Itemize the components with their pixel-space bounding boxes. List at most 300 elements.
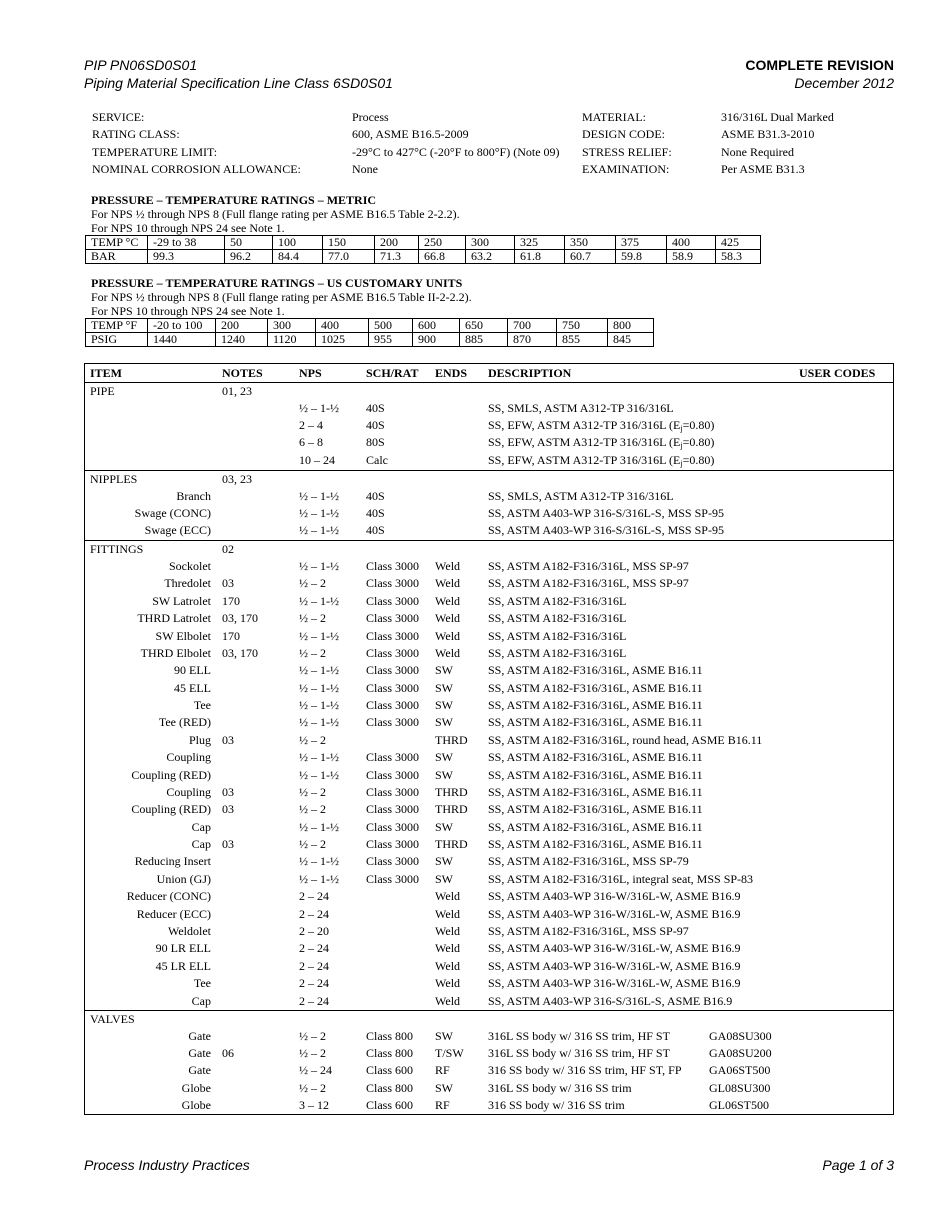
metric-pressure-cell: 61.8 (515, 250, 565, 264)
description-text: SS, EFW, ASTM A312-TP 316/316L (E (488, 435, 681, 449)
nps-cell: ½ – 1-½ (299, 401, 339, 415)
description-text: SS, EFW, ASTM A312-TP 316/316L (E (488, 418, 681, 432)
description-text: SS, EFW, ASTM A312-TP 316/316L (E (488, 453, 681, 467)
nps-cell: ½ – 1-½ (299, 628, 339, 643)
user-code-cell: GA08SU200 (709, 1046, 772, 1061)
metric-temp-cell: 400 (667, 236, 716, 250)
ends-cell: SW (435, 680, 453, 695)
ends-cell: THRD (435, 784, 468, 799)
description-cell: SS, ASTM A182-F316/316L (488, 611, 627, 626)
item-cell: SW Elbolet (155, 628, 211, 643)
user-code-cell: GA06ST500 (709, 1063, 771, 1078)
us-pressure-cell: 885 (460, 333, 508, 347)
description-cell: SS, ASTM A182-F316/316L, MSS SP-79 (488, 854, 689, 869)
description-cell: SS, ASTM A182-F316/316L (488, 645, 627, 660)
metric-pressure-cell: 60.7 (565, 250, 616, 264)
description-cell: SS, ASTM A403-WP 316-S/316L-S, MSS SP-95 (488, 523, 724, 537)
nps-cell: 2 – 24 (299, 889, 329, 904)
notes-cell: 03 (222, 732, 234, 747)
table-row (85, 1045, 893, 1062)
table-row (85, 488, 893, 505)
metric-temp-row (86, 236, 761, 250)
table-row (85, 610, 893, 627)
ends-cell: SW (435, 663, 453, 678)
metric-pressure-label: BAR (86, 250, 148, 264)
description-cell: SS, ASTM A182-F316/316L, ASME B16.11 (488, 715, 703, 730)
description-cell: SS, ASTM A182-F316/316L, ASME B16.11 (488, 698, 703, 713)
nps-cell: ½ – 1-½ (299, 559, 339, 573)
item-cell: Tee (193, 976, 211, 991)
us-temp-cell: 700 (508, 319, 557, 333)
item-cell: Reducer (CONC) (126, 889, 211, 904)
metric-temp-cell: 50 (225, 236, 273, 250)
sch-cell: Class 3000 (366, 837, 420, 852)
description-cell: 316L SS body w/ 316 SS trim, HF ST (488, 1046, 670, 1061)
sch-cell: 40S (366, 401, 385, 415)
item-cell: Coupling (RED) (131, 767, 211, 782)
item-cell: Cap (191, 993, 211, 1008)
temperature-limit-label: TEMPERATURE LIMIT: (92, 145, 218, 159)
nps-cell: ½ – 2 (299, 837, 326, 852)
stress-relief-label: STRESS RELIEF: (582, 145, 672, 159)
description-text: =0.80) (682, 418, 715, 432)
notes-cell: 03 (222, 784, 234, 799)
col-header-nps: NPS (299, 366, 322, 380)
notes-cell: 06 (222, 1046, 234, 1061)
sch-cell: 40S (366, 418, 385, 432)
item-cell: Branch (176, 489, 211, 503)
revision-label: COMPLETE REVISION (745, 57, 894, 73)
sch-cell: Class 3000 (366, 576, 420, 591)
item-cell: THRD Elbolet (140, 645, 211, 660)
metric-temp-cell: 100 (273, 236, 323, 250)
ends-cell: Weld (435, 976, 461, 991)
notes-cell: 03, 170 (222, 645, 258, 660)
description-cell: 316L SS body w/ 316 SS trim, HF ST (488, 1029, 670, 1043)
description-subscript: j (680, 424, 683, 433)
description-cell: SS, ASTM A403-WP 316-W/316L-W, ASME B16.9 (488, 906, 741, 921)
table-row (85, 575, 893, 592)
nps-cell: ½ – 2 (299, 611, 326, 626)
table-row (85, 819, 893, 836)
description-cell: SS, SMLS, ASTM A312-TP 316/316L (488, 401, 674, 415)
table-row (85, 714, 893, 731)
components-header-row (85, 365, 893, 382)
item-cell: Coupling (166, 750, 211, 765)
notes-cell: 170 (222, 593, 240, 608)
metric-note-2: For NPS 10 through NPS 24 see Note 1. (91, 221, 285, 235)
description-cell: SS, ASTM A182-F316/316L, MSS SP-97 (488, 576, 689, 591)
valves-group-row (85, 1011, 893, 1028)
nps-cell: 2 – 24 (299, 941, 329, 956)
ends-cell: Weld (435, 906, 461, 921)
sch-cell: Class 3000 (366, 698, 420, 713)
nps-cell: ½ – 2 (299, 802, 326, 817)
ends-cell: THRD (435, 802, 468, 817)
sch-cell: Class 3000 (366, 750, 420, 765)
description-cell: SS, ASTM A182-F316/316L, MSS SP-97 (488, 559, 689, 573)
col-header-description: DESCRIPTION (488, 366, 572, 380)
description-cell: SS, ASTM A182-F316/316L, ASME B16.11 (488, 802, 703, 817)
item-cell: 45 ELL (174, 680, 211, 695)
table-row (85, 767, 893, 784)
nipples-group-notes: 03, 23 (222, 472, 252, 486)
us-pressure-cell: 1025 (316, 333, 369, 347)
table-row (85, 940, 893, 957)
table-row (85, 434, 893, 451)
col-header-user-codes: USER CODES (799, 366, 876, 380)
pipe-group-name: PIPE (90, 384, 115, 398)
sch-cell: 40S (366, 523, 385, 537)
ends-cell: RF (435, 1097, 450, 1112)
table-row (85, 888, 893, 905)
metric-note-1: For NPS ½ through NPS 8 (Full flange rating per ASME B16.5 Table 2-2.2). (91, 207, 460, 221)
nps-cell: ½ – 2 (299, 784, 326, 799)
item-cell: Reducing Insert (134, 854, 211, 869)
description-cell: 316 SS body w/ 316 SS trim, HF ST, FP (488, 1063, 682, 1078)
description-cell: SS, ASTM A182-F316/316L, ASME B16.11 (488, 819, 703, 834)
description-cell: SS, ASTM A182-F316/316L, MSS SP-97 (488, 923, 689, 938)
item-cell: SW Latrolet (152, 593, 211, 608)
item-cell: Weldolet (167, 923, 211, 938)
sch-cell: Calc (366, 453, 388, 467)
description-cell: SS, ASTM A403-WP 316-S/316L-S, MSS SP-95 (488, 506, 724, 520)
us-ratings-table (85, 318, 654, 347)
ends-cell: SW (435, 1080, 453, 1095)
us-temp-label: TEMP °F (86, 319, 148, 333)
item-cell: 90 LR ELL (155, 941, 211, 956)
nps-cell: ½ – 2 (299, 576, 326, 591)
stress-relief-value: None Required (721, 145, 794, 159)
sch-cell: 40S (366, 489, 385, 503)
ends-cell: Weld (435, 923, 461, 938)
table-row (85, 628, 893, 645)
description-cell (488, 452, 714, 472)
description-cell: SS, ASTM A403-WP 316-W/316L-W, ASME B16.9 (488, 941, 741, 956)
ends-cell: Weld (435, 993, 461, 1008)
metric-ratings-heading: PRESSURE – TEMPERATURE RATINGS – METRIC (91, 193, 377, 207)
description-text: =0.80) (682, 435, 715, 449)
metric-pressure-cell: 58.3 (716, 250, 761, 264)
nps-cell: 2 – 24 (299, 976, 329, 991)
table-row (85, 1097, 893, 1114)
table-row (85, 593, 893, 610)
description-cell: SS, ASTM A182-F316/316L, ASME B16.11 (488, 750, 703, 765)
sch-cell: Class 800 (366, 1080, 414, 1095)
metric-pressure-row (86, 250, 761, 264)
nps-cell: ½ – 1-½ (299, 489, 339, 503)
table-row (85, 417, 893, 434)
ends-cell: SW (435, 715, 453, 730)
metric-temp-cell: 425 (716, 236, 761, 250)
fittings-group-row (85, 541, 893, 558)
examination-value: Per ASME B31.3 (721, 162, 805, 176)
rating-class-value: 600, ASME B16.5-2009 (352, 127, 469, 141)
metric-pressure-cell: 84.4 (273, 250, 323, 264)
nps-cell: 2 – 24 (299, 993, 329, 1008)
us-pressure-label: PSIG (86, 333, 148, 347)
item-cell: Reducer (ECC) (136, 906, 211, 921)
us-temp-cell: 500 (369, 319, 413, 333)
us-pressure-row (86, 333, 654, 347)
table-row (85, 1062, 893, 1079)
metric-temp-cell: 200 (375, 236, 419, 250)
table-row (85, 732, 893, 749)
metric-temp-cell: 350 (565, 236, 616, 250)
description-cell: SS, ASTM A182-F316/316L, ASME B16.11 (488, 680, 703, 695)
item-cell: Gate (188, 1063, 211, 1078)
sch-cell: 40S (366, 506, 385, 520)
description-cell: SS, SMLS, ASTM A312-TP 316/316L (488, 489, 674, 503)
ends-cell: SW (435, 1029, 453, 1043)
us-pressure-cell: 900 (413, 333, 460, 347)
ends-cell: RF (435, 1063, 450, 1078)
nps-cell: ½ – 1-½ (299, 871, 339, 886)
us-pressure-cell: 870 (508, 333, 557, 347)
table-row (85, 958, 893, 975)
item-cell: Tee (RED) (158, 715, 211, 730)
item-cell: Plug (188, 732, 211, 747)
nps-cell: ½ – 2 (299, 1046, 326, 1061)
nps-cell: ½ – 1-½ (299, 750, 339, 765)
description-cell: SS, ASTM A182-F316/316L (488, 593, 627, 608)
nps-cell: ½ – 1-½ (299, 663, 339, 678)
corrosion-allowance-label: NOMINAL CORROSION ALLOWANCE: (92, 162, 301, 176)
description-cell: 316 SS body w/ 316 SS trim (488, 1097, 625, 1112)
item-cell: Globe (181, 1097, 211, 1112)
ends-cell: SW (435, 819, 453, 834)
table-row (85, 993, 893, 1010)
material-label: MATERIAL: (582, 110, 646, 124)
components-table (84, 363, 894, 1115)
valves-group-name: VALVES (90, 1012, 135, 1026)
sch-cell: Class 800 (366, 1046, 414, 1061)
sch-cell: 80S (366, 435, 385, 449)
metric-temp-cell: 300 (466, 236, 515, 250)
table-row (85, 801, 893, 818)
table-row (85, 558, 893, 575)
table-row (85, 1080, 893, 1097)
us-temp-row (86, 319, 654, 333)
examination-label: EXAMINATION: (582, 162, 670, 176)
ends-cell: SW (435, 750, 453, 765)
notes-cell: 170 (222, 628, 240, 643)
us-pressure-cell: 855 (557, 333, 608, 347)
table-row (85, 784, 893, 801)
item-cell: Globe (181, 1080, 211, 1095)
service-label: SERVICE: (92, 110, 145, 124)
description-cell: SS, ASTM A182-F316/316L, ASME B16.11 (488, 837, 703, 852)
col-header-item: ITEM (90, 366, 123, 380)
metric-pressure-cell: 96.2 (225, 250, 273, 264)
sch-cell: Class 3000 (366, 680, 420, 695)
metric-temp-cell: 250 (419, 236, 466, 250)
ends-cell: SW (435, 698, 453, 713)
table-row (85, 975, 893, 992)
nps-cell: ½ – 1-½ (299, 767, 339, 782)
nps-cell: ½ – 1-½ (299, 523, 339, 537)
description-cell: SS, ASTM A182-F316/316L, integral seat, MSS SP-83 (488, 871, 754, 886)
temperature-limit-value: -29°C to 427°C (-20°F to 800°F) (Note 09) (352, 145, 560, 159)
sch-cell: Class 3000 (366, 802, 420, 817)
ends-cell: Weld (435, 941, 461, 956)
metric-ratings-table (85, 235, 761, 264)
description-cell: SS, ASTM A182-F316/316L (488, 628, 627, 643)
us-temp-cell: 650 (460, 319, 508, 333)
doc-id: PIP PN06SD0S01 (84, 57, 198, 73)
ends-cell: SW (435, 767, 453, 782)
us-temp-cell: 200 (216, 319, 268, 333)
nps-cell: 2 – 24 (299, 906, 329, 921)
item-cell: Gate (188, 1046, 211, 1061)
nps-cell: ½ – 2 (299, 1080, 326, 1095)
metric-pressure-cell: 59.8 (616, 250, 667, 264)
table-row (85, 645, 893, 662)
us-temp-cell: 300 (268, 319, 316, 333)
item-cell: 45 LR ELL (155, 958, 211, 973)
col-header-sch-rat: SCH/RAT (366, 366, 419, 380)
nps-cell: 2 – 20 (299, 923, 329, 938)
ends-cell: SW (435, 854, 453, 869)
metric-pressure-cell: 63.2 (466, 250, 515, 264)
metric-temp-cell: 375 (616, 236, 667, 250)
us-note-2: For NPS 10 through NPS 24 see Note 1. (91, 304, 285, 318)
corrosion-allowance-value: None (352, 162, 378, 176)
fittings-group-name: FITTINGS (90, 542, 144, 556)
item-cell: Coupling (RED) (131, 802, 211, 817)
ends-cell: T/SW (435, 1046, 464, 1061)
service-value: Process (352, 110, 389, 124)
nps-cell: 2 – 24 (299, 958, 329, 973)
footer-left: Process Industry Practices (84, 1157, 250, 1173)
col-header-notes: NOTES (222, 366, 263, 380)
ends-cell: Weld (435, 645, 461, 660)
ends-cell: Weld (435, 958, 461, 973)
nps-cell: ½ – 2 (299, 645, 326, 660)
item-cell: THRD Latrolet (137, 611, 211, 626)
item-cell: Coupling (166, 784, 211, 799)
nps-cell: 3 – 12 (299, 1097, 329, 1112)
metric-pressure-cell: 58.9 (667, 250, 716, 264)
description-cell: SS, ASTM A403-WP 316-W/316L-W, ASME B16.9 (488, 958, 741, 973)
table-row (85, 505, 893, 522)
description-cell: SS, ASTM A182-F316/316L, ASME B16.11 (488, 784, 703, 799)
metric-temp-cell: 150 (323, 236, 375, 250)
nps-cell: ½ – 1-½ (299, 698, 339, 713)
metric-pressure-cell: 71.3 (375, 250, 419, 264)
metric-temp-cell: 325 (515, 236, 565, 250)
notes-cell: 03, 170 (222, 611, 258, 626)
table-row (85, 906, 893, 923)
nps-cell: ½ – 2 (299, 1029, 326, 1043)
fittings-group-notes: 02 (222, 542, 234, 556)
sch-cell: Class 3000 (366, 819, 420, 834)
item-cell: Cap (191, 819, 211, 834)
footer-page-number: Page 1 of 3 (822, 1157, 894, 1173)
sch-cell: Class 600 (366, 1063, 414, 1078)
nps-cell: ½ – 24 (299, 1063, 332, 1078)
ends-cell: Weld (435, 611, 461, 626)
sch-cell: Class 3000 (366, 593, 420, 608)
nipples-group-name: NIPPLES (90, 472, 138, 486)
design-code-value: ASME B31.3-2010 (721, 127, 815, 141)
nps-cell: 2 – 4 (299, 418, 323, 432)
sch-cell: Class 3000 (366, 715, 420, 730)
description-subscript: j (680, 441, 683, 450)
nps-cell: ½ – 1-½ (299, 593, 339, 608)
table-row (85, 923, 893, 940)
us-temp-cell: 750 (557, 319, 608, 333)
description-cell: SS, ASTM A182-F316/316L, ASME B16.11 (488, 663, 703, 678)
description-text: =0.80) (682, 453, 715, 467)
pipe-group-row (85, 383, 893, 400)
ends-cell: SW (435, 871, 453, 886)
sch-cell: Class 3000 (366, 854, 420, 869)
table-row (85, 853, 893, 870)
user-code-cell: GL06ST500 (709, 1097, 769, 1112)
description-cell: SS, ASTM A182-F316/316L, ASME B16.11 (488, 767, 703, 782)
metric-pressure-cell: 66.8 (419, 250, 466, 264)
ends-cell: Weld (435, 559, 461, 573)
table-row (85, 400, 893, 417)
table-row (85, 871, 893, 888)
table-row (85, 680, 893, 697)
item-cell: Union (GJ) (156, 871, 211, 886)
user-code-cell: GL08SU300 (709, 1080, 771, 1095)
table-row (85, 662, 893, 679)
item-cell: Thredolet (164, 576, 211, 591)
item-cell: Swage (CONC) (134, 506, 211, 520)
rating-class-label: RATING CLASS: (92, 127, 180, 141)
pipe-group-notes: 01, 23 (222, 384, 252, 398)
nps-cell: ½ – 2 (299, 732, 326, 747)
sch-cell: Class 3000 (366, 611, 420, 626)
us-pressure-cell: 955 (369, 333, 413, 347)
description-cell: 316L SS body w/ 316 SS trim (488, 1080, 632, 1095)
us-pressure-cell: 1240 (216, 333, 268, 347)
table-row (85, 1028, 893, 1045)
sch-cell: Class 3000 (366, 645, 420, 660)
sch-cell: Class 3000 (366, 767, 420, 782)
revision-date: December 2012 (794, 75, 894, 91)
doc-title: Piping Material Specification Line Class 6SD0S01 (84, 75, 393, 91)
description-subscript: j (680, 459, 683, 468)
ends-cell: Weld (435, 593, 461, 608)
table-row (85, 452, 893, 469)
sch-cell: Class 3000 (366, 784, 420, 799)
sch-cell: Class 3000 (366, 559, 420, 573)
ends-cell: Weld (435, 889, 461, 904)
table-row (85, 522, 893, 539)
nps-cell: ½ – 1-½ (299, 506, 339, 520)
ends-cell: Weld (435, 576, 461, 591)
item-cell: Tee (193, 698, 211, 713)
col-header-ends: ENDS (435, 366, 468, 380)
notes-cell: 03 (222, 802, 234, 817)
ends-cell: THRD (435, 732, 468, 747)
nps-cell: ½ – 1-½ (299, 715, 339, 730)
us-temp-cell: 600 (413, 319, 460, 333)
description-cell: SS, ASTM A403-WP 316-W/316L-W, ASME B16.9 (488, 889, 741, 904)
material-value: 316/316L Dual Marked (721, 110, 834, 124)
us-pressure-cell: 845 (608, 333, 654, 347)
ends-cell: Weld (435, 628, 461, 643)
user-code-cell: GA08SU300 (709, 1029, 772, 1043)
description-cell: SS, ASTM A182-F316/316L, round head, ASME B16.11 (488, 732, 763, 747)
item-cell: Cap (191, 837, 211, 852)
sch-cell: Class 600 (366, 1097, 414, 1112)
sch-cell: Class 800 (366, 1029, 414, 1043)
